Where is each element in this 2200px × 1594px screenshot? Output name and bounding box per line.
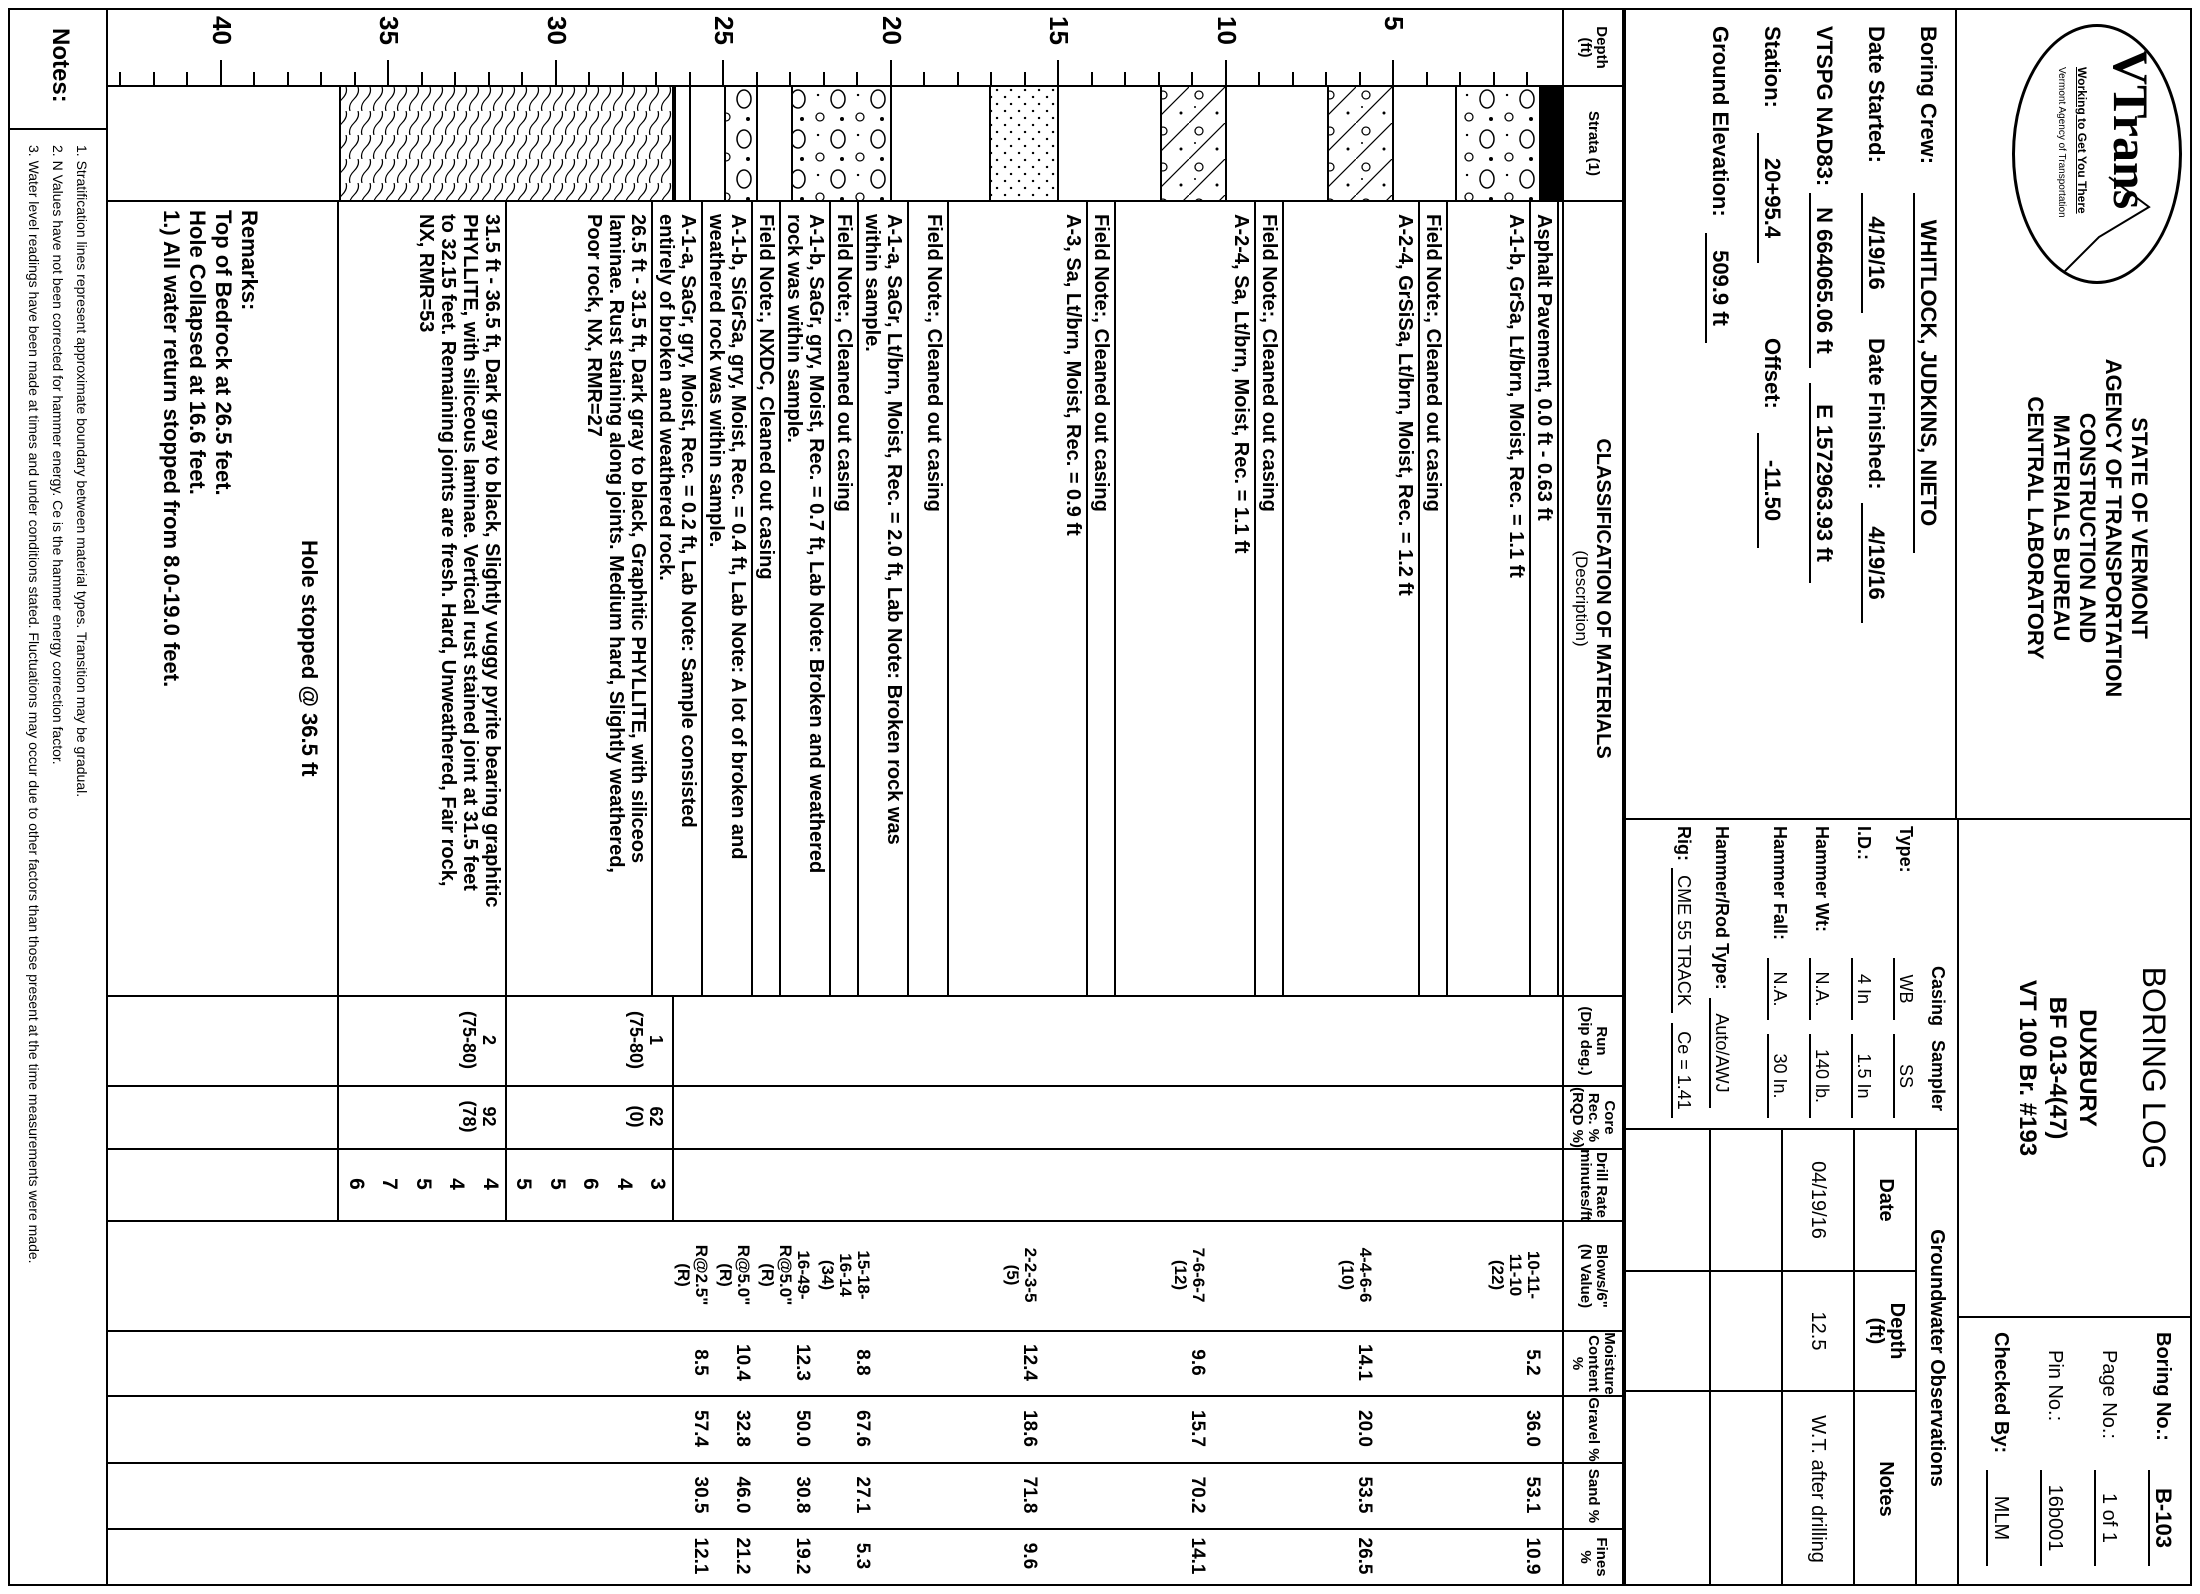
column-header-blows: Blows/6" (N Value) [1564,1220,1622,1330]
material-description: Field Note:, Cleaned out casing [1422,214,1445,512]
depth-minor-tick [1091,72,1093,85]
sample-fines: 14.1 [1186,1537,1208,1575]
sample-gravel: 50.0 [791,1410,813,1447]
easting-value: E 1572963.93 ft [1809,383,1837,583]
strata-pattern-icon [1455,87,1539,200]
strata-pattern-icon [1328,87,1393,200]
description-boundary [1086,200,1088,995]
sample-sand: 53.5 [1354,1476,1376,1514]
agency-line: AGENCY OF TRANSPORTATION [2101,358,2126,698]
column-header-strata: Strata (1) [1564,85,1622,200]
gw-cell [1709,1130,1781,1270]
rig-value: CME 55 TRACK [1671,868,1695,1013]
depth-minor-tick [1259,72,1261,85]
description-boundary [1446,200,1448,995]
depth-minor-tick [1024,72,1026,85]
depth-minor-tick [1460,72,1462,85]
column-line [108,200,1562,202]
depth-minor-tick [689,72,691,85]
equipment-rows [1747,826,1917,1126]
gw-column-header: Notes [1853,1390,1917,1586]
strata-gravel [792,87,893,200]
log-title: BORING LOG [2136,966,2172,1170]
depth-minor-tick [857,72,859,85]
depth-minor-tick [1359,72,1361,85]
sample-fines: 9.6 [1019,1542,1041,1570]
gw-cell [1626,1270,1709,1390]
page-no-value: 1 of 1 [2094,1470,2122,1566]
drill-rate-value: 5 [545,1178,569,1190]
station-label: Station: [1760,26,1785,108]
rig-label: Rig: [1674,826,1694,861]
depth-major-tick [1058,60,1060,85]
agency-line: STATE OF VERMONT [2127,417,2152,639]
depth-major-tick [1393,60,1395,85]
pin-no-value: 16b001 [2040,1470,2068,1566]
sample-blows: 4-4-6-6 (10) [1338,1247,1376,1303]
description-boundary [1114,200,1116,995]
date-finished-value: 4/19/16 [1861,503,1889,623]
groundwater-grid [1626,1130,1917,1586]
material-description: A-2-4, GrSiSa, Lt/brn, Moist, Rec. = 1.2 ft [1394,214,1417,596]
date-started-label: Date Started: [1864,26,1889,163]
depth-minor-tick [1326,72,1328,85]
remark-line: 1.) All water return stopped from 8.0-19.0 feet. [159,210,185,688]
agency-line: CENTRAL LABORATORY [2023,396,2048,660]
depth-label: 15 [1044,16,1075,45]
depth-minor-tick [823,72,825,85]
depth-minor-tick [455,72,457,85]
material-description: Field Note:, NXDC, Cleaned out casing [754,214,777,580]
depth-label: 35 [374,16,405,45]
offset-value: -11.50 [1757,433,1785,548]
casing-value: N.A. [1767,958,1791,1020]
column-header-classification [1564,200,1622,995]
column-header-row [1562,8,1624,1586]
divider [1955,8,1957,818]
depth-minor-tick [756,72,758,85]
description-boundary [1557,200,1559,995]
sample-gravel: 18.6 [1019,1410,1041,1447]
agency-block [1957,8,2192,753]
agency-line: CONSTRUCTION AND [2075,412,2100,644]
depth-minor-tick [120,72,122,85]
drill-rate-value: 4 [478,1178,502,1190]
description-boundary [651,200,653,995]
description-boundary [829,200,831,995]
depth-major-tick [1225,60,1227,85]
strata-sand [989,87,1059,200]
material-description: A-2-4, Sa, Lt/brn, Moist, Rec. = 1.1 ft [1229,214,1252,554]
date-finished-label: Date Finished: [1864,338,1889,490]
boring-crew-value: WHITLOCK, JUDKINS, NIETO [1913,193,1941,553]
checked-by-value: MLM [1986,1470,2014,1566]
sample-moisture: 8.5 [689,1349,711,1376]
drill-rate-value: 4 [445,1178,469,1190]
material-description: Field Note:, Cleaned out casing [832,214,855,512]
depth-major-tick [388,60,390,85]
drill-rate-value: 3 [646,1178,670,1190]
run-value: 1 (75-80) [626,1010,667,1070]
equipment-block [1624,818,1957,1128]
material-description: Asphalt Pavement, 0.0 ft - 0.63 ft [1532,214,1555,521]
classification-title: CLASSIFICATION OF MATERIALS [1592,438,1614,759]
remark-line: Top of Bedrock at 26.5 feet. [211,210,237,496]
depth-minor-tick [1493,72,1495,85]
depth-major-tick [220,60,222,85]
depth-label: 30 [542,16,572,45]
strata-pattern-icon [792,87,891,200]
sample-moisture: 12.4 [1019,1344,1041,1381]
core-rec-value: 62 (0) [626,1105,667,1128]
gw-cell: W.T. after drilling [1781,1390,1853,1586]
depth-minor-tick [153,72,155,85]
description-boundary [779,200,781,995]
column-header-moist: Moisture Content % [1564,1330,1622,1395]
groundwater-block [1624,1128,1957,1586]
rod-type-label: Hammer/Rod Type: [1712,826,1732,990]
strata-pattern-icon [674,87,689,200]
depth-label: 40 [207,16,237,45]
strata-phyllite [339,87,674,200]
depth-minor-tick [1292,72,1294,85]
depth-minor-tick [991,72,993,85]
depth-label: 25 [709,16,740,45]
sample-moisture: 5.2 [1521,1349,1543,1376]
description-boundary [857,200,859,995]
sampler-header: Sampler [1928,1040,1948,1112]
column-line [108,1462,1562,1464]
vtrans-logo [2012,24,2182,284]
column-header-depth: Depth (ft) [1577,26,1610,69]
sampler-value: 140 lb. [1809,1034,1833,1118]
column-line [108,1085,1562,1087]
gw-column-header: Depth (ft) [1853,1270,1917,1390]
gw-cell [1709,1390,1781,1586]
note-item: 3. Water level readings have been made at times and under conditions stated. Fluctuations may occur due to other factors than those present at the time measurements were made. [26,145,42,1264]
column-line [108,1148,1562,1150]
depth-minor-tick [957,72,959,85]
casing-value: N.A. [1809,958,1833,1020]
description-boundary [947,200,949,995]
core-rec-value: 92 (78) [458,1100,499,1133]
logo-tagline: Working to Get You There [2075,67,2089,214]
depth-minor-tick [1426,72,1428,85]
note-item: 1. Stratification lines represent approximate boundary between material types. Transition may be gradual. [74,145,90,798]
column-line [108,1528,1562,1530]
sample-gravel: 20.0 [1354,1410,1376,1447]
logo-text: VTrans [2103,49,2159,210]
sampler-value: 30 In. [1767,1034,1791,1118]
drill-rate-value: 7 [378,1178,402,1190]
vtspg-label: VTSPG NAD83: [1812,26,1837,187]
sample-blows: 7-6-6-7 (12) [1170,1247,1208,1303]
strata-pattern-icon [339,87,672,200]
sample-sand: 27.1 [851,1476,873,1514]
project-town: DUXBURY [2074,1009,2101,1127]
strata-silty [1328,87,1395,200]
depth-minor-tick [589,72,591,85]
run-value: 2 (75-80) [458,1010,499,1070]
sample-blows: 10-11- 11-10 (22) [1487,1250,1543,1300]
hammer-correction-value: Ce = 1.41 [1671,1023,1695,1118]
material-description: A-1-a, SaGr, gry, Moist, Rec. = 0.2 ft, Lab Note: Sample consisted entirely of broken and weathered rock. [654,214,699,828]
material-description: A-1-b, GrSa, Lt/brn, Moist, Rec. = 1.1 ft [1504,214,1527,578]
run-boundary [505,995,507,1220]
gw-column-header: Date [1853,1130,1917,1270]
pin-no-label: Pin No.: [2044,1350,2066,1422]
sample-sand: 30.8 [791,1476,813,1514]
depth-minor-tick [522,72,524,85]
logo-subtag: Vermont Agency of Transportation [2056,67,2067,218]
depth-minor-tick [1192,72,1194,85]
boring-no-label: Boring No.: [2152,1332,2174,1441]
description-boundary [1418,200,1420,995]
strata-pattern-icon [1541,87,1560,200]
strata-silty [1160,87,1227,200]
depth-minor-tick [1527,72,1529,85]
strata-pattern-icon [725,87,757,200]
material-description: Field Note:, Cleaned out casing [922,214,945,512]
strata-pattern-icon [989,87,1057,200]
project-bridge: VT 100 Br. #193 [2014,979,2041,1157]
column-header-run: Run (Dip deg.) [1564,995,1622,1085]
sample-fines: 21.2 [731,1537,753,1575]
depth-label: 20 [877,16,907,45]
material-description: 31.5 ft - 36.5 ft, Dark gray to black, Slightly vuggy pyrite bearing graphitic PHYLLITE, with siliceous laminae. Vertical rust stained joint at 31.5 feet to 32.15 feet. Remaining joints are fresh. Hard, Unweathered, Fair rock, NX, RMR=53 [414,214,503,908]
casing-header: Casing [1928,966,1948,1027]
sample-gravel: 57.4 [689,1410,711,1447]
remarks [158,210,262,687]
sample-blows: 16-49- R@5.0" (R) [757,1244,813,1306]
description-boundary [1254,200,1256,995]
sample-moisture: 12.3 [791,1344,813,1381]
sample-gravel: 67.6 [851,1410,873,1447]
rod-type-value: Auto/AWJ [1709,998,1733,1108]
depth-minor-tick [421,72,423,85]
date-started-value: 4/19/16 [1861,193,1889,313]
column-line [108,995,1562,997]
drill-rate-value: 5 [411,1178,435,1190]
depth-minor-tick [488,72,490,85]
depth-label: 5 [1379,16,1410,31]
sample-blows: R@5.0" (R) [715,1244,753,1306]
ground-elevation-label: Ground Elevation: [1708,26,1733,217]
material-description: 26.5 ft - 31.5 ft, Dark gray to black, Graphitic PHYLLITE, with siliceos laminae. Rust staining along joints. Medium hard, Slightly weathered, Poor rock, NX, RMR=27 [582,214,649,873]
depth-minor-tick [354,72,356,85]
project-info [2012,818,2102,1318]
boring-no-value: B-103 [2148,1470,2176,1566]
depth-minor-tick [790,72,792,85]
notes-title: Notes: [47,28,74,103]
log-body [106,8,1564,1586]
description-boundary [1282,200,1284,995]
station-value: 20+95.4 [1757,133,1785,263]
gw-cell [1626,1130,1709,1270]
sample-fines: 12.1 [689,1537,711,1575]
description-boundary [505,200,507,995]
sample-blows: R@2.5" (R) [673,1244,711,1306]
remark-line: Hole Collapsed at 16.6 feet. [185,210,211,495]
strata-gravel [725,87,759,200]
column-header-gravel: Gravel % [1564,1395,1622,1462]
column-header-fines: Fines % [1564,1528,1622,1584]
equipment-row-label: I.D.: [1854,826,1874,860]
boring-ids [1957,1320,2192,1586]
depth-minor-tick [321,72,323,85]
material-description: A-1-b, SaGr, gry, Moist, Rec. = 0.7 ft, Lab Note: Broken and weathered rock was within sample. [782,214,827,874]
material-description: Field Note:, Cleaned out casing [1257,214,1280,512]
sample-sand: 70.2 [1186,1476,1208,1514]
notes-list [22,145,94,1575]
column-header-drill: Drill Rate minutes/ft [1564,1148,1622,1220]
sample-sand: 46.0 [731,1476,753,1514]
agency-name [2022,308,2152,748]
drill-rate-value: 5 [512,1178,536,1190]
drill-rate-value: 6 [579,1178,603,1190]
title-center [1957,818,2192,1318]
strata-blank [674,87,691,200]
sample-sand: 71.8 [1019,1476,1041,1514]
sample-moisture: 8.8 [851,1349,873,1376]
groundwater-title: Groundwater Observations [1926,1229,1948,1487]
sample-gravel: 36.0 [1521,1410,1543,1447]
equipment-row-label: Type: [1896,826,1916,873]
strata-gravel [1455,87,1541,200]
depth-major-tick [890,60,892,85]
column-header-sand: Sand % [1564,1462,1622,1528]
material-description: Field Note:, Cleaned out casing [1090,214,1113,512]
boring-crew-label: Boring Crew: [1916,26,1941,165]
column-line [108,1330,1562,1332]
depth-minor-tick [187,72,189,85]
sample-fines: 5.3 [851,1542,873,1570]
run-boundary [337,995,339,1220]
gw-cell: 04/19/16 [1781,1130,1853,1270]
sample-sand: 30.5 [689,1476,711,1514]
northing-value: N 664065.06 ft [1809,193,1837,368]
project-number: BF 013-4(47) [2044,996,2071,1140]
description-boundary [751,200,753,995]
depth-major-tick [555,60,557,85]
strata-asphalt [1541,87,1562,200]
sample-moisture: 14.1 [1354,1344,1376,1381]
sample-gravel: 15.7 [1186,1410,1208,1447]
sampler-value: 1.5 In [1851,1034,1875,1118]
classification-subtitle: (Description) [1572,550,1591,647]
sample-sand: 53.1 [1521,1476,1543,1514]
page-no-label: Page No.: [2098,1350,2120,1439]
casing-value: 4 In [1851,958,1875,1020]
description-boundary [907,200,909,995]
note-item: 2. N Values have not been corrected for hammer energy. Ce is the hammer energy correction factor. [50,145,66,765]
drill-rate-value: 4 [612,1178,636,1190]
column-line [108,1395,1562,1397]
depth-minor-tick [287,72,289,85]
ground-elevation-value: 509.9 ft [1705,233,1733,343]
notes-block [8,8,108,1586]
run-boundary [672,995,674,1220]
end-of-hole-line [337,200,339,995]
boring-info [1625,8,1955,753]
depth-minor-tick [1158,72,1160,85]
column-header-core: Core Rec. % (RQD %) [1564,1085,1622,1148]
material-description: A-1-b, SiGrSa, gry, Moist, Rec. = 0.4 ft, Lab Note: A lot of broken and weathered rock was within sample. [704,214,749,860]
sample-fines: 26.5 [1354,1537,1376,1575]
depth-minor-tick [254,72,256,85]
gw-cell [1626,1390,1709,1586]
drill-rate-value: 6 [344,1178,368,1190]
offset-label: Offset: [1760,338,1785,409]
sample-blows: 2-2-3-5 (5) [1003,1247,1041,1303]
depth-minor-tick [622,72,624,85]
sample-moisture: 9.6 [1186,1349,1208,1376]
casing-value: WB [1893,958,1917,1020]
sampler-value: SS [1893,1034,1917,1118]
sample-blows: 15-18- 16-14 (34) [817,1250,873,1300]
agency-line: MATERIALS BUREAU [2049,414,2074,642]
depth-major-tick [723,60,725,85]
depth-label: 10 [1212,16,1242,45]
depth-minor-tick [924,72,926,85]
description-boundary [1529,200,1531,995]
sample-gravel: 32.8 [731,1410,753,1447]
hole-stopped-text: Hole stopped @ 36.5 ft [297,540,323,777]
material-description: A-3, Sa, Lt/brn, Moist, Rec. = 0.9 ft [1062,214,1085,536]
notes-label-cell [10,10,106,130]
checked-by-label: Checked By: [1990,1332,2012,1454]
gw-cell: 12.5 [1781,1270,1853,1390]
remarks-title: Remarks: [237,210,263,311]
description-boundary [701,200,703,995]
gw-cell [1709,1270,1781,1390]
sample-fines: 10.9 [1521,1537,1543,1575]
strata-pattern-icon [1160,87,1225,200]
material-description: A-1-a, SaGr, Lt/brn, Moist, Rec. = 2.0 ft, Lab Note: Broken rock was within sample. [860,214,905,845]
equipment-row-label: Hammer Wt: [1812,826,1832,933]
depth-minor-tick [1125,72,1127,85]
depth-minor-tick [656,72,658,85]
equipment-row-label: Hammer Fall: [1770,826,1790,941]
sample-fines: 19.2 [791,1537,813,1575]
sample-moisture: 10.4 [731,1344,753,1381]
